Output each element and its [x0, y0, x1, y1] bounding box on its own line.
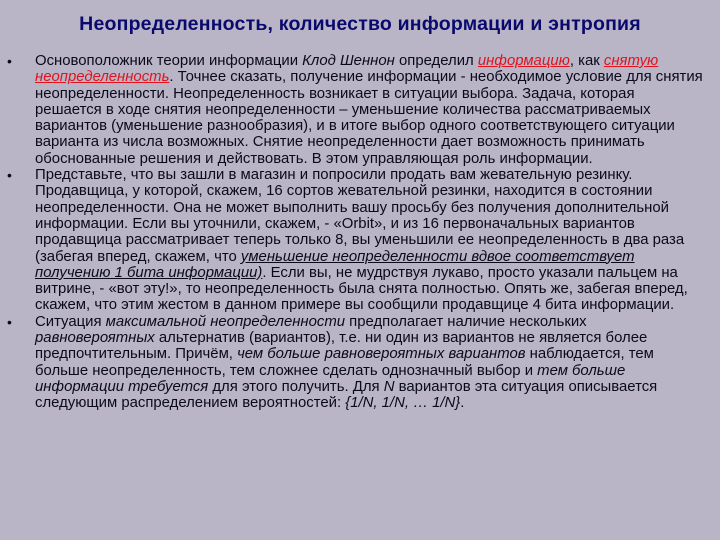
text-segment: для этого получить. Для	[208, 378, 384, 395]
text-segment: . Точнее сказать, получение информации - необходимое условие для снятия неопределенности. Неопределенность возникает в ситуации выбора. Задача, которая решается в ходе снятия неопределенности – уменьшение количества рассматриваемых вариантов (уменьшение разнообразия), и в итоге выбор одного соответствующего ситуации варианта из числа возможных. Снятие неопределенности дает возможность принимать обоснованные решения и действовать. В этом управляющая роль информации.	[35, 69, 703, 167]
bullet-list	[0, 53, 720, 412]
text-segment: .	[460, 395, 465, 412]
text-segment-red-emphasis: информацию	[477, 53, 570, 69]
text-segment-red-emphasis: снятую неопределенность	[35, 53, 659, 86]
text-segment: определил	[394, 53, 478, 69]
text-segment: Ситуация	[35, 313, 106, 330]
slide-content-area	[0, 48, 720, 540]
text-segment: предполагает наличие нескольких	[345, 313, 587, 330]
bullet-item-shannon	[0, 53, 720, 167]
text-segment: , как	[569, 53, 604, 69]
text-segment-italic: N	[383, 378, 395, 395]
text-segment: Представьте, что вы зашли в магазин и попросили продать вам жевательную резинку. Продавщица, у которой, скажем, 16 сортов жевательной резинки, находится в состоянии неопределенности. Она не может выполнить вашу просьбу без получения дополнительной информации. Если вы уточнили, скажем, - «Orbit», и из 16 первоначальных вариантов продавщица рассматривает теперь только 8, вы уменьшили ее неопределенность в два раза (забегая вперед, скажем, что	[35, 167, 685, 265]
bullet-item-shop-example	[0, 167, 720, 314]
text-segment: вариантов эта ситуация описывается следующим распределением вероятностей:	[35, 378, 658, 412]
text-segment: альтернатив (вариантов), т.е. ни один из вариантов не является более предпочтительным. Причём,	[35, 330, 648, 363]
text-segment-italic: чем больше равновероятных вариантов	[237, 346, 526, 363]
text-segment-italic: максимальной неопределенности	[105, 313, 346, 330]
slide-title: Неопределенность, количество информации и энтропия	[79, 12, 641, 35]
bullet-item-max-uncertainty	[0, 314, 720, 412]
bullet-marker: •	[7, 167, 12, 184]
text-segment-italic-underline: уменьшение неопределенности вдвое соответствует получению 1 бита информации)	[35, 248, 635, 281]
text-segment-italic: тем больше информации требуется	[35, 362, 626, 395]
text-segment: . Если вы, не мудрствуя лукаво, просто указали пальцем на витрине, - «вот эту!», то неопределенность была снята полностью. Опять же, забегая вперед, скажем, что этим жестом в данном примере вы сообщили продавщице 4 бита информации.	[35, 264, 688, 314]
bullet-marker: •	[7, 313, 12, 330]
text-segment: наблюдается, тем больше неопределенность, тем сложнее сделать однозначный выбор и	[35, 346, 654, 379]
slide-title-bar	[0, 0, 720, 48]
text-segment-italic: {1/N, 1/N, … 1/N}	[345, 395, 461, 412]
text-segment-italic: Клод Шеннон	[302, 53, 395, 69]
text-segment: Основоположник теории информации	[35, 53, 303, 69]
text-segment-italic: равновероятных	[35, 330, 155, 347]
bullet-marker: •	[7, 53, 12, 69]
